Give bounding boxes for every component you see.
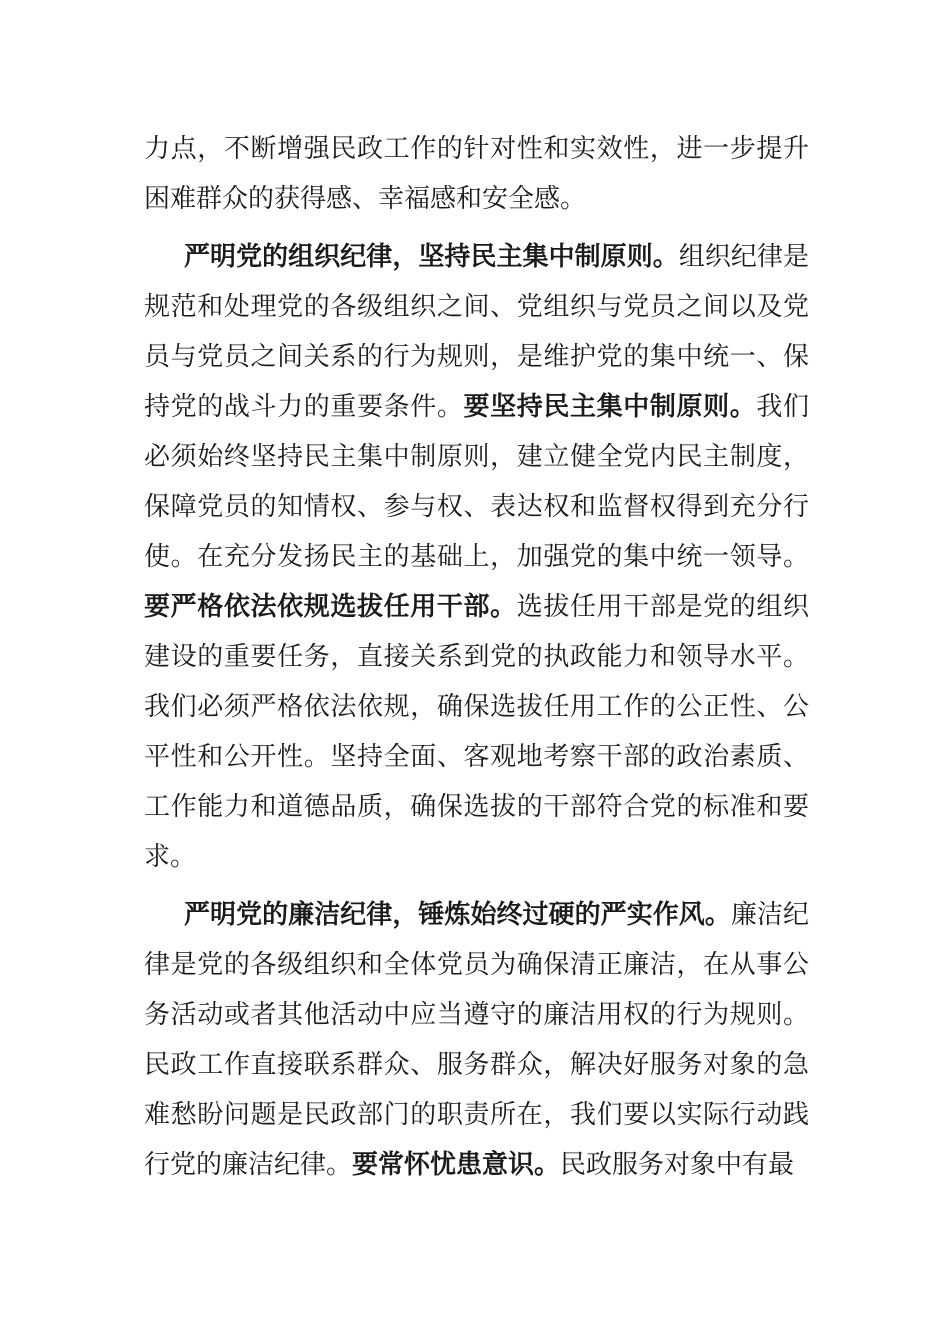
body-text: 力点，不断增强民政工作的针对性和实效性，进一步提升困难群众的获得感、幸福感和安全感。 <box>144 134 809 214</box>
body-text: 我们必须始终坚持民主集中制原则，建立健全党内民主制度，保障党员的知情权、参与权、表达权和监督权得到充分行使。在充分发扬民主的基础上，加强党的集中统一领导。 <box>144 392 809 572</box>
section-heading: 严明党的廉洁纪律，锤炼始终过硬的严实作风。 <box>184 900 731 930</box>
document-page <box>144 124 809 1198</box>
body-text: 民政服务对象中有最 <box>560 1150 795 1180</box>
sub-heading: 要严格依法依规选拔任用干部。 <box>144 592 517 622</box>
body-text: 廉洁纪律是党的各级组织和全体党员为确保清正廉洁，在从事公务活动或者其他活动中应当遵守的廉洁用权的行为规则。民政工作直接联系群众、服务群众，解决好服务对象的急难愁盼问题是民政部门的职责所在，我们要以实际行动践行党的廉洁纪律。 <box>144 900 809 1180</box>
section-heading: 严明党的组织纪律，坚持民主集中制原则。 <box>184 242 679 272</box>
paragraph-continuation <box>144 124 809 224</box>
paragraph-organizational-discipline <box>144 232 809 882</box>
sub-heading: 要坚持民主集中制原则。 <box>463 392 757 422</box>
sub-heading: 要常怀忧患意识。 <box>352 1150 561 1180</box>
body-text: 选拔任用干部是党的组织建设的重要任务，直接关系到党的执政能力和领导水平。我们必须严格依法依规，确保选拔任用工作的公正性、公平性和公开性。坚持全面、客观地考察干部的政治素质、工作能力和道德品质，确保选拔的干部符合党的标准和要求。 <box>144 592 809 872</box>
body-text: 组织纪律是规范和处理党的各级组织之间、党组织与党员之间以及党员与党员之间关系的行为规则，是维护党的集中统一、保持党的战斗力的重要条件。 <box>144 242 809 422</box>
paragraph-integrity-discipline <box>144 890 809 1190</box>
